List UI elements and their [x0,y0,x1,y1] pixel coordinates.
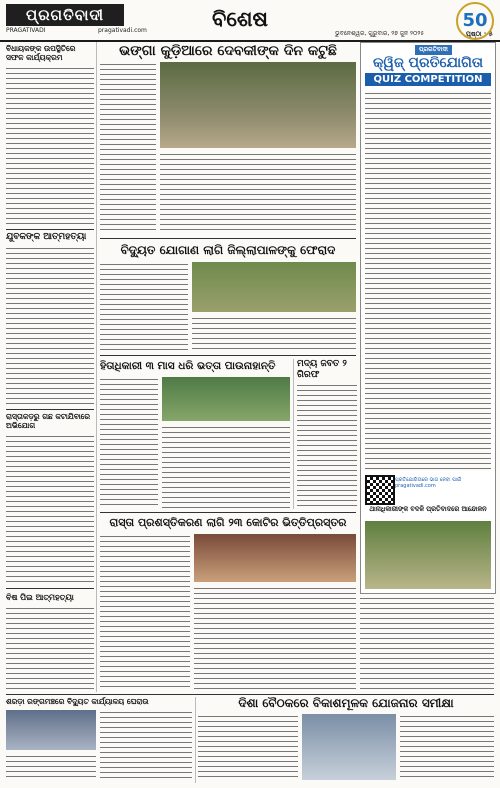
article-body-left3 [6,434,94,584]
road-photo [194,534,356,582]
protest-photo [365,521,491,589]
headline-left1[interactable]: ବିଧାୟକଙ୍କ ଉପସ୍ଥିତିରେ ସଫଳ କାର୍ଯ୍ୟକ୍ରମ [6,44,76,62]
section-title: ବିଶେଷ [212,6,268,31]
divider [6,588,94,589]
officer-photo [162,377,290,421]
divider [6,409,94,410]
quiz-footer[interactable]: ପ୍ରତିଯୋଗିତାରେ ଭାଗ ନେବା ପାଇଁ pragativadi.com [395,477,462,489]
column-rule [293,359,294,509]
power-photo [192,262,356,312]
anniversary-badge: 50 [456,2,494,40]
lead-photo [160,62,356,148]
headline-officer[interactable]: ହିତାଧିକାରୀ ୩ ମାସ ଧରି ଭତ୍ତା ପାଉନାହାନ୍ତି [100,360,276,372]
headline-left3[interactable]: ରାସ୍ତାକଡ଼ରୁ ଗଛ କଟାଯିବାରେ ଅଭିଯୋଗ [6,412,91,430]
article-body-lead-2 [160,152,356,234]
headline-power[interactable]: ବିଦ୍ୟୁତ ଯୋଗାଣ ଲାଗି ଜିଲ୍ଲାପାଳଙ୍କୁ ଫେରାଦ [120,243,336,257]
divider [100,355,356,356]
article-body-officer [100,377,158,509]
article-body-officer-2 [162,425,290,509]
divider [100,512,356,513]
dateline: ଭୁବନେଶ୍ୱର, ଗୁରୁବାର, ୨୭ ଜୁନ ୨୦୨୫ [335,30,425,37]
divider [6,229,94,230]
bottom-left-photo [6,710,96,750]
article-body-road-2 [194,586,356,690]
headline-lead[interactable]: ଭଙ୍ଗା କୁଡ଼ିଆରେ ଦେବକୀଙ୍କ ଦିନ କଟୁଛି [119,43,337,59]
headline-rightmid[interactable]: ଥାନାଧିକାରୀଙ୍କ ବଦଳି ପ୍ରତିବାଦରେ ଆନ୍ଦୋଳନ [369,505,487,513]
quiz-title-odia: କ୍ୱିଜ୍ ପ୍ରତିଯୋଗିତା [373,55,483,71]
logo-url[interactable]: pragativadi.com [98,27,147,34]
headline-disha[interactable]: ଦିଶା ବୈଠକରେ ବିକାଶମୂଳକ ଯୋଜନାର ସମୀକ୍ଷା [238,696,454,710]
article-body-disha-2 [400,714,494,780]
column-rule [195,697,196,783]
headline-road[interactable]: ରାସ୍ତା ପ୍ରଶସ୍ତିକରଣ ଲାଗି ୨୩ କୋଟିର ଭିତ୍ତିପ୍ରସ୍ତର [109,516,347,529]
logo-subtitle: PRAGATIVADI [6,27,46,34]
divider [6,694,494,695]
headline-bottom-left[interactable]: ଶରଡ଼ା ରଙ୍ଗମଞ୍ଚରେ ବିଦ୍ୟୁତ କାର୍ଯ୍ୟାଳୟ ଘେରାଉ [6,697,149,706]
column-rule [96,42,97,692]
article-body-left1 [6,66,94,226]
article-body-bottom-left-2 [6,754,96,780]
page-number: ପୃଷ୍ଠା : ୫ [466,30,493,38]
article-body-power [100,262,188,352]
article-body-left4 [6,606,94,690]
divider [100,238,356,239]
quiz-panel [360,42,496,594]
masthead [0,0,500,42]
article-body-road [100,534,190,690]
article-body-disha [198,714,298,780]
headline-left2[interactable]: ଯୁବକଙ୍କ ଆତ୍ମହତ୍ୟା [6,232,87,242]
headline-left4[interactable]: ବିଷ ପିଇ ଆତ୍ମହତ୍ୟା [6,592,74,602]
quiz-title-english: QUIZ COMPETITION [365,73,491,86]
headline-liquor[interactable]: ମଦ୍ୟ ଜବତ ୨ ଗିରଫ [297,359,347,380]
article-body-lead [100,62,156,234]
disha-photo [302,714,396,780]
qr-code[interactable] [365,475,395,505]
quiz-tag: ପ୍ରଗତିବାଦୀ [415,45,452,55]
article-body-liquor [297,383,357,509]
logo[interactable]: ପ୍ରଗତିବାଦୀ [6,4,124,26]
article-body-left2 [6,246,94,406]
article-body-bottom-left [100,710,192,780]
article-body-right-lower [360,596,494,690]
quiz-questions [365,91,491,471]
article-body-power-2 [192,316,356,352]
